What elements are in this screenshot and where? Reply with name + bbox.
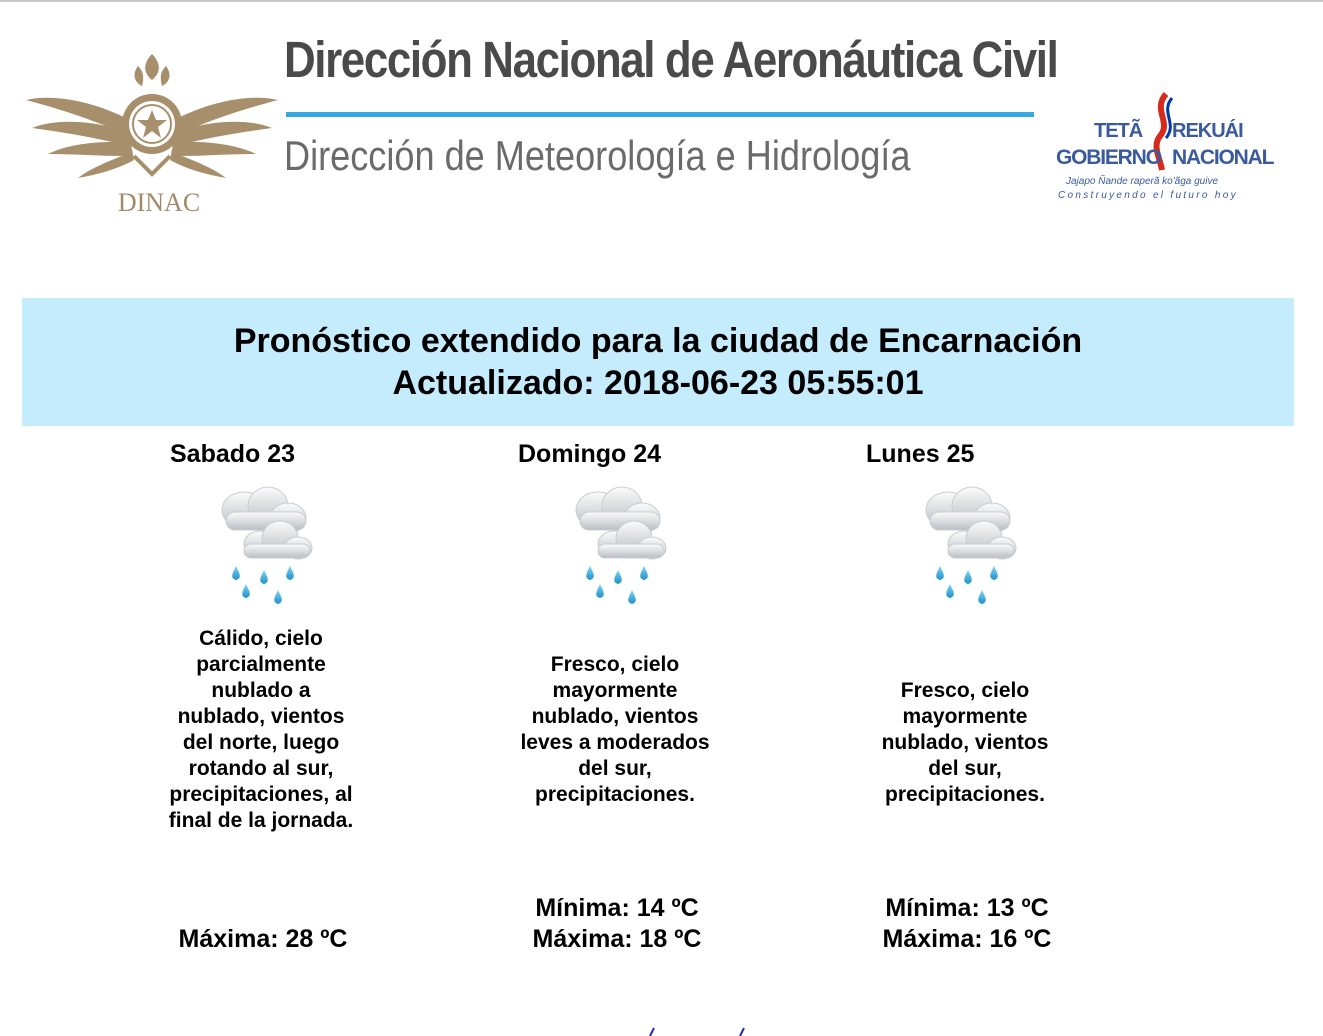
gov-logo-motto: Jajapo Ñande raperã ko'ãga guive [1066, 176, 1219, 187]
winged-emblem-icon [26, 48, 278, 208]
cloud-rain-icon [210, 484, 314, 616]
agency-subtitle: Dirección de Meteorología e Hidrología [284, 132, 911, 179]
gov-logo-line2-right: NACIONAL [1172, 146, 1274, 169]
cloud-rain-icon [914, 484, 1018, 616]
bottom-decoration [648, 1026, 758, 1036]
day-name: Lunes 25 [866, 440, 975, 468]
forecast-header [22, 298, 1294, 426]
forecast-title: Pronóstico extendido para la ciudad de Encarnación [233, 322, 1083, 360]
gov-logo-slogan: Construyendo el futuro hoy [1058, 190, 1238, 201]
day-name: Sabado 23 [170, 440, 296, 468]
day-description: Cálido, cielo parcialmente nublado a nublado, vientos del norte, luego rotando al sur, precipitaciones, al final de la jornada. [168, 627, 354, 832]
forecast-updated-time: Actualizado: 2018-06-23 05:55:01 [392, 364, 924, 402]
gov-logo-line2-left: GOBIERNO [1056, 146, 1161, 169]
title-divider [286, 112, 1034, 117]
day-max-temp: Máxima: 28 ºC [178, 925, 348, 953]
gov-logo-line1-right: REKUÁI [1172, 120, 1243, 142]
gov-logo-line1-left: TETÃ [1094, 120, 1143, 142]
dinac-logo-text: DINAC [117, 188, 201, 217]
day-max-temp: Máxima: 18 ºC [532, 925, 702, 953]
agency-title: Dirección Nacional de Aeronáutica Civil [284, 31, 1058, 88]
day-min-temp: Mínima: 14 ºC [535, 894, 699, 922]
top-border [0, 0, 1323, 2]
day-name: Domingo 24 [518, 440, 662, 468]
header-banner [22, 26, 1282, 216]
day-description: Fresco, cielo mayormente nublado, vientos del sur, precipitaciones. [881, 679, 1049, 806]
day-max-temp: Máxima: 16 ºC [882, 925, 1052, 953]
cloud-rain-icon [564, 484, 668, 616]
dinac-logo [26, 48, 278, 217]
day-min-temp: Mínima: 13 ºC [885, 894, 1049, 922]
government-logo [1054, 92, 1279, 207]
day-description: Fresco, cielo mayormente nublado, vientos leves a moderados del sur, precipitaciones. [520, 653, 710, 806]
